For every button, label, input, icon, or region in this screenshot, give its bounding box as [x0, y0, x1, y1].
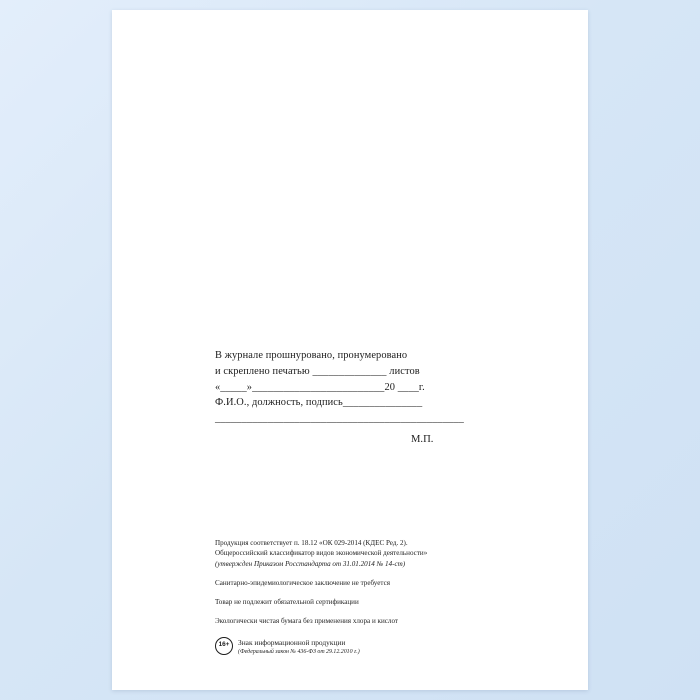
certification-line-3: «_____»_________________________20 ____г.: [215, 381, 425, 393]
certification-line-5: _______________________________________________: [215, 413, 464, 425]
certification-block: [215, 348, 515, 427]
certification-line-1: В журнале прошнуровано, пронумеровано: [215, 350, 408, 361]
certification-line-2: и скреплено печатью ______________ листов: [215, 365, 420, 377]
stamp-label: М.П.: [411, 434, 434, 445]
document-page: [112, 10, 588, 690]
certification-line-4: Ф.И.О., должность, подпись_______________: [215, 397, 423, 409]
footer-paragraph-eco: Экологически чистая бумага без применения хлора и кислот: [215, 617, 399, 626]
footer-paragraph-sanitary: Санитарно-эпидемиологическое заключение не требуется: [215, 578, 391, 587]
age-rating-badge: 16+: [215, 637, 233, 655]
footer-okved-line-1: Продукция соответствует п. 18.12 «ОК 029-2014 (КДЕС Ред. 2).: [215, 539, 408, 547]
info-product-mark-law: (Федеральный закон № 436-ФЗ от 29.12.2010 г.): [238, 649, 360, 656]
footer-okved-line-3: (утвержден Приказом Росстандарта от 31.01.2014 № 14-ст): [215, 559, 406, 568]
info-product-mark-label: Знак информационной продукции: [238, 637, 346, 647]
info-product-mark-text: [238, 637, 360, 657]
footer-paragraph-okved: [215, 538, 535, 569]
footer-okved-line-2: Общероссийский классификатор видов экономической деятельности»: [215, 549, 428, 558]
footer-paragraph-certification: Товар не подлежит обязательной сертификации: [215, 598, 359, 607]
info-product-mark-row: [215, 637, 535, 657]
document-footer: [215, 538, 535, 657]
